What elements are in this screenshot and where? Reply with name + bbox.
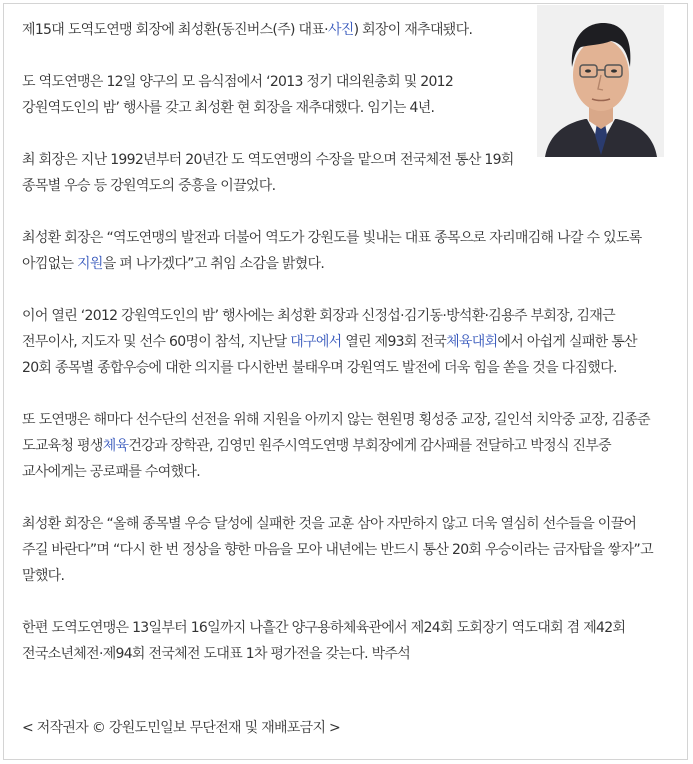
portrait-icon (537, 5, 664, 157)
link-photo[interactable]: 사진 (327, 22, 354, 38)
paragraph-1-text-b: ) 회장이 재추대됐다. (353, 22, 473, 38)
link-sports-meet[interactable]: 체육대회 (446, 334, 498, 350)
paragraph-2: 도 역도연맹은 12일 양구의 모 음식점에서 ‘2013 정기 대의원총회 및 2012 강원역도인의 밤’ 행사를 갖고 최성환 현 회장을 재추대했다. 임기는 4년. (22, 74, 454, 116)
paragraph-3: 최 회장은 지난 1992년부터 20년간 도 역도연맹의 수장을 맡으며 전국체전 통산 19회 종목별 우승 등 강원역도의 중흥을 이끌었다. (22, 152, 514, 194)
paragraph-7: 최성환 회장은 “올해 종목별 우승 달성에 실패한 것을 교훈 삼아 자만하지 않고 더욱 열심히 선수들을 이끌어 주길 바란다”며 “다시 한 번 정상을 향한 마음을 모아 내년에는 반드시 통산 20회 우승이라는 금자탑을 쌓자”고 말했다. (22, 516, 653, 584)
paragraph-4-text-b: 을 펴 나가겠다”고 취임 소감을 밝혔다. (102, 256, 325, 272)
paragraph-8: 한편 도역도연맹은 13일부터 16일까지 나흘간 양구용하체육관에서 제24회 도회장기 역도대회 겸 제42회 전국소년체전·제94회 전국체전 도대표 1차 평가전을 갖는다. 박주석 (22, 620, 626, 662)
link-sports[interactable]: 체육 (102, 438, 129, 454)
paragraph-6-text-a: 또 도연맹은 해마다 선수단의 선전을 위해 지원을 아끼지 않는 현원명 횡성중 교장, 길인석 치악중 교장, 김종준 도교육청 평생 (22, 412, 651, 454)
paragraph-6-text-b: 건강과 장학관, 김영민 원주시역도연맹 부회장에게 감사패를 전달하고 박정식 진부중 교사에게는 공로패를 수여했다. (22, 438, 611, 480)
portrait-photo (537, 5, 664, 157)
link-support[interactable]: 지원 (77, 256, 103, 272)
paragraph-5-text-b: 열린 제93회 전국 (341, 334, 447, 350)
paragraph-5 (22, 303, 662, 381)
paragraph-1-text-a: 제15대 도역도연맹 회장에 최성환(동진버스(주) 대표· (22, 22, 328, 38)
paragraph-4-text-a: 최성환 회장은 “역도연맹의 발전과 더불어 역도가 강원도를 빛내는 대표 종목으로 자리매김해 나갈 수 있도록 아낌없는 (22, 230, 642, 272)
copyright-notice: < 저작권자 © 강원도민일보 무단전재 및 재배포금지 > (22, 720, 341, 736)
article-body (22, 17, 662, 667)
paragraph-5-text-a: 이어 열린 ‘2012 강원역도인의 밤’ 행사에는 최성환 회장과 신정섭·김기동·방석환·김용주 부회장, 김재근 전무이사, 지도자 및 선수 60명이 참석, 지난달 (22, 308, 615, 350)
paragraph-6 (22, 407, 662, 485)
link-daegu[interactable]: 대구에서 (290, 334, 342, 350)
paragraph-4 (22, 225, 662, 277)
paragraph-5-text-c: 에서 아쉽게 실패한 통산 20회 종목별 종합우승에 대한 의지를 다시한번 불태우며 강원역도 발전에 더욱 힘을 쏟을 것을 다짐했다. (22, 334, 637, 376)
